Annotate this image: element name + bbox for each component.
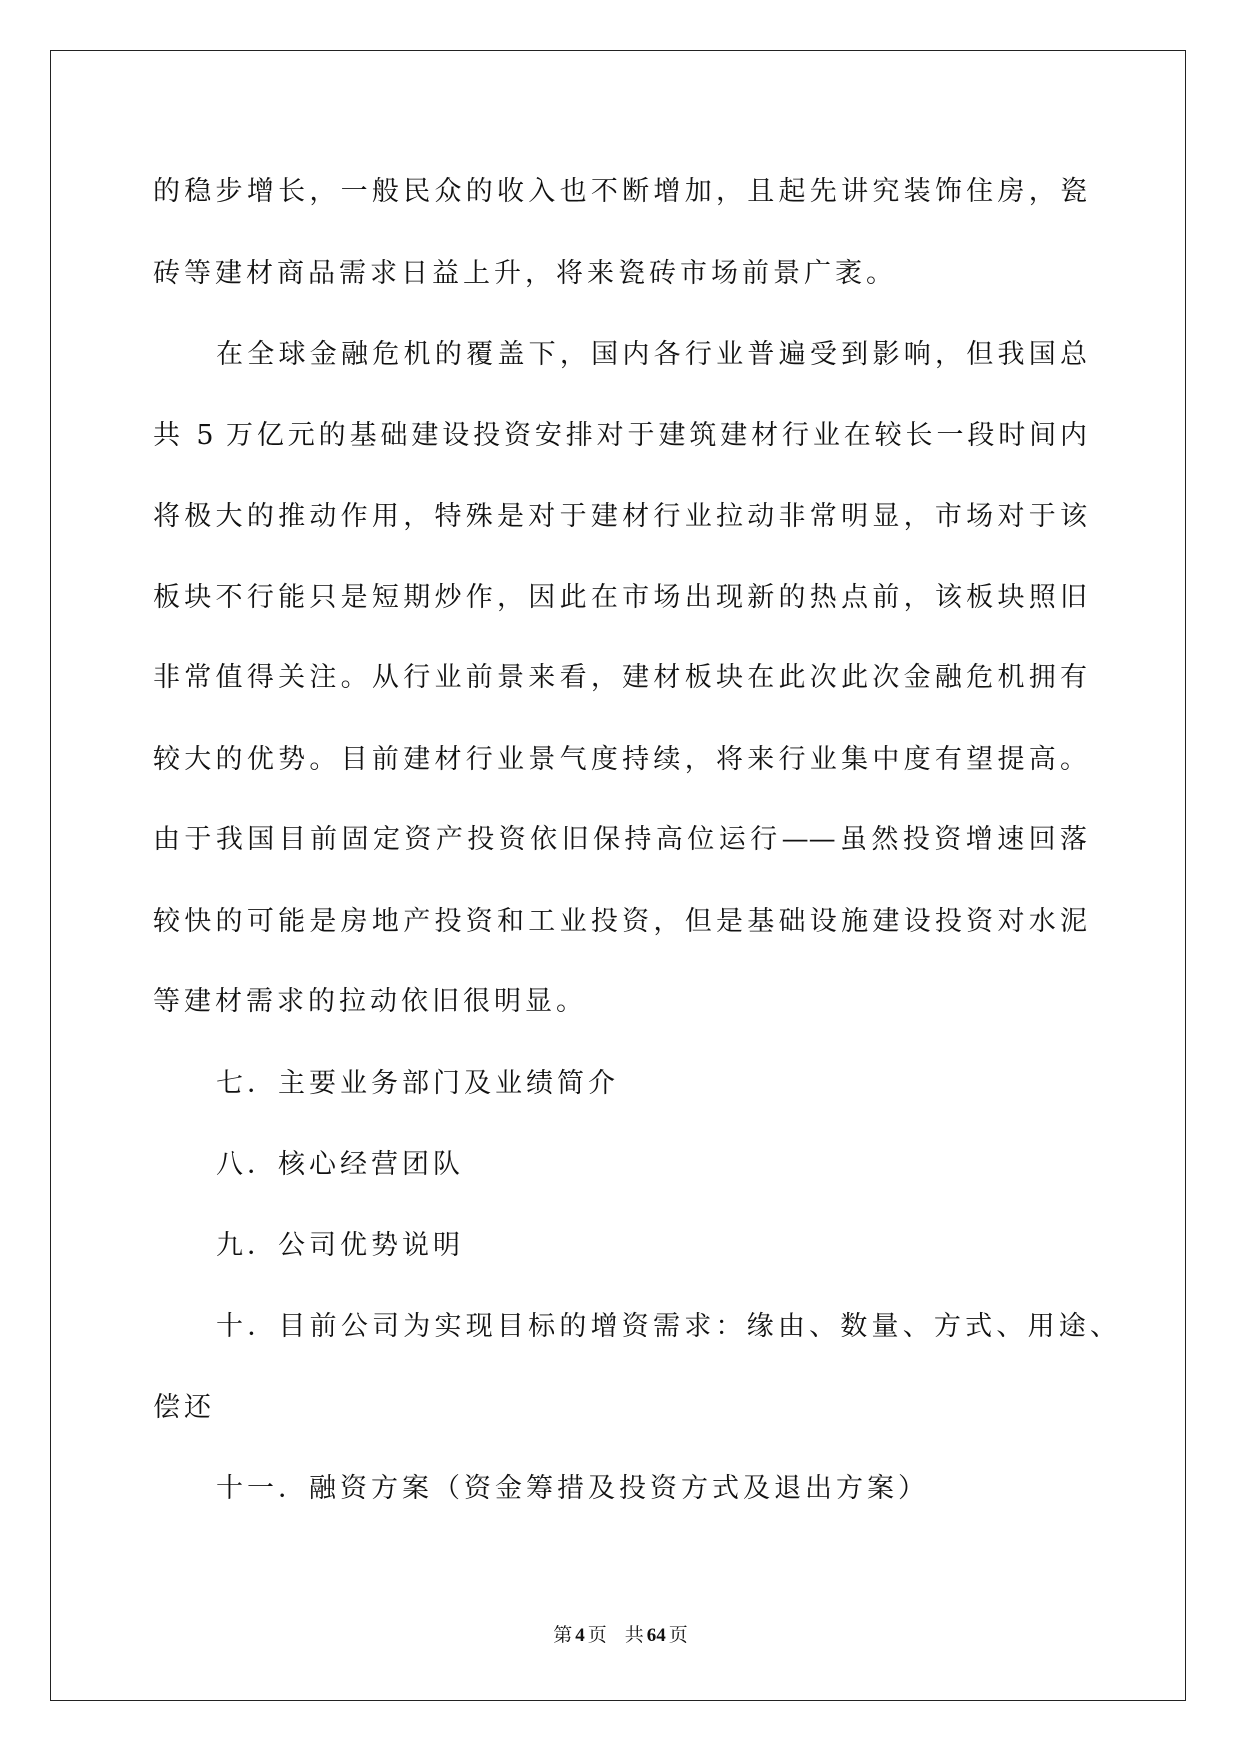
section-heading: 十．目前公司为实现目标的增资需求：缘由、数量、方式、用途、 (216, 1311, 1117, 1342)
section-heading: 十一．融资方案（资金筹措及投资方式及退出方案） (216, 1473, 929, 1504)
total-pages-prefix: 共 (624, 1625, 644, 1646)
page-number: 4 (575, 1625, 585, 1646)
text-line: 砖等建材商品需求日益上升，将来瓷砖市场前景广袤。 (153, 258, 897, 289)
page-number-prefix: 第 (553, 1625, 573, 1646)
text-line: 共 5 万亿元的基础建设投资安排对于建筑建材行业在较长一段时间内 (153, 420, 1087, 451)
total-pages-suffix: 页 (668, 1625, 688, 1646)
page-border (50, 50, 1186, 1701)
page-number-suffix: 页 (587, 1625, 607, 1646)
total-pages: 64 (646, 1625, 666, 1646)
section-heading: 七．主要业务部门及业绩简介 (216, 1068, 619, 1099)
page-footer (0, 1624, 1241, 1648)
text-line: 将极大的推动作用，特殊是对于建材行业拉动非常明显，市场对于该 (153, 501, 1087, 532)
text-line: 较快的可能是房地产投资和工业投资，但是基础设施建设投资对水泥 (153, 906, 1087, 937)
section-heading-continued: 偿还 (153, 1392, 215, 1423)
text-line: 的稳步增长，一般民众的收入也不断增加，且起先讲究装饰住房，瓷 (153, 176, 1087, 207)
text-line: 等建材需求的拉动依旧很明显。 (153, 986, 587, 1017)
section-heading: 九．公司优势说明 (216, 1230, 464, 1261)
text-line: 板块不行能只是短期炒作，因此在市场出现新的热点前，该板块照旧 (153, 582, 1087, 613)
text-line: 在全球金融危机的覆盖下，国内各行业普遍受到影响，但我国总 (216, 339, 1087, 370)
text-line: 较大的优势。目前建材行业景气度持续，将来行业集中度有望提高。 (153, 744, 1087, 775)
section-heading: 八．核心经营团队 (216, 1149, 464, 1180)
text-line: 非常值得关注。从行业前景来看，建材板块在此次此次金融危机拥有 (153, 662, 1087, 693)
text-line: 由于我国目前固定资产投资依旧保持高位运行——虽然投资增速回落 (153, 824, 1087, 855)
